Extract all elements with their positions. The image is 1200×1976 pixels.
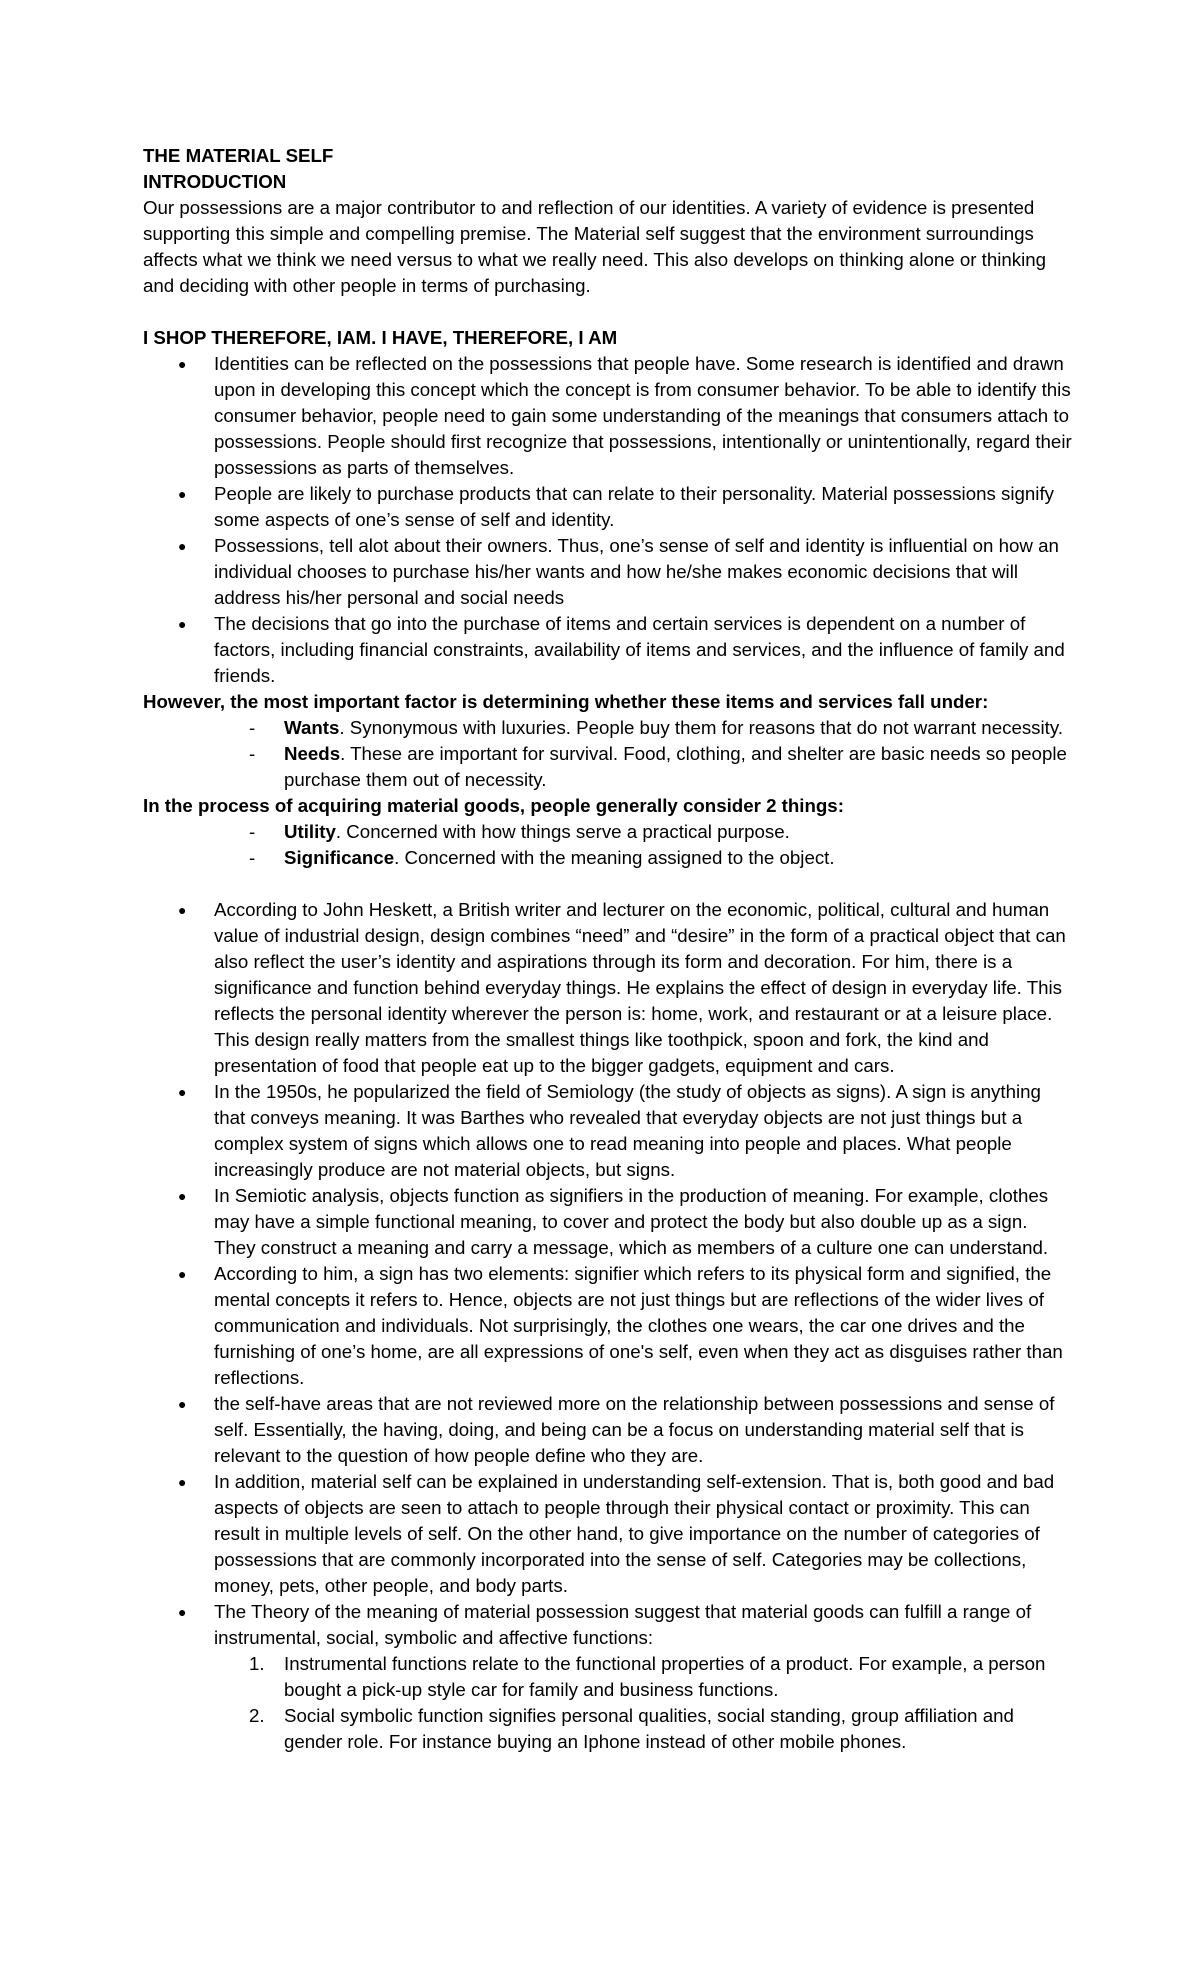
bullet-marker: ● [178,486,187,502]
list-item-text: Identities can be reflected on the possessions that people have. Some research is identified and drawn upon in developing this concept which the concept is from consumer behavior. To be able to identify this consumer behavior, people need to gain some understanding of the meanings that consumers attach to possessions. People should first recognize that possessions, intentionally or unintentionally, regard their possessions as parts of themselves. [214,353,1072,478]
bullet-list-2 [143,897,1073,1651]
dash-marker: - [249,847,256,868]
bullet-marker: ● [178,1604,187,1620]
list-item [143,897,1073,1079]
factor-list [143,715,1073,793]
list-item-text: People are likely to purchase products that can relate to their personality. Material possessions signify some aspects of one’s sense of self and identity. [214,483,1054,530]
list-item [143,611,1073,689]
term-definition: . These are important for survival. Food, clothing, and shelter are basic needs so people purchase them out of necessity. [284,743,1067,790]
bullet-list-1 [143,351,1073,689]
dash-marker: - [249,717,256,738]
list-item-text: the self-have areas that are not reviewed more on the relationship between possessions and sense of self. Essentially, the having, doing, and being can be a focus on understanding material self that is relevant to the question of how people define who they are. [214,1393,1055,1466]
list-item [143,1703,1073,1755]
term-definition: . Concerned with the meaning assigned to the object. [394,847,835,868]
list-item [143,481,1073,533]
list-item [143,1469,1073,1599]
bullet-marker: ● [178,1474,187,1490]
bullet-marker: ● [178,1266,187,1282]
process-heading: In the process of acquiring material goods, people generally consider 2 things: [143,795,844,816]
list-item-text: In addition, material self can be explained in understanding self-extension. That is, both good and bad aspects of objects are seen to attach to people through their physical contact or proximity. This can result in multiple levels of self. On the other hand, to give importance on the number of categories of possessions that are commonly incorporated into the sense of self. Categories may be collections, money, pets, other people, and body parts. [214,1471,1055,1596]
document-content [143,143,1073,1755]
bullet-marker: ● [178,1188,187,1204]
factor-heading: However, the most important factor is determining whether these items and services fall under: [143,691,989,712]
list-item [143,1651,1073,1703]
term: Wants [284,717,340,738]
list-item-text: According to John Heskett, a British writer and lecturer on the economic, political, cultural and human value of industrial design, design combines “need” and “desire” in the form of a practical object that can also reflect the user’s identity and aspirations through its form and decoration. For him, there is a significance and function behind everyday things. He explains the effect of design in everyday life. This reflects the personal identity wherever the person is: home, work, and restaurant or at a leisure place. This design really matters from the smallest things like toothpick, spoon and fork, the kind and presentation of food that people eat up to the bigger gadgets, equipment and cars. [214,899,1066,1076]
bullet-marker: ● [178,616,187,632]
list-item [143,1079,1073,1183]
term-definition: . Concerned with how things serve a practical purpose. [335,821,790,842]
term: Needs [284,743,341,764]
bullet-marker: ● [178,1396,187,1412]
bullet-marker: ● [178,902,187,918]
dash-marker: - [249,743,256,764]
number-marker: 1. [249,1653,265,1674]
list-item [143,1391,1073,1469]
list-item [143,741,1073,793]
list-item-text: In the 1950s, he popularized the field of Semiology (the study of objects as signs). A sign is anything that conveys meaning. It was Barthes who revealed that everyday objects are not just things but a complex system of signs which allows one to read meaning into people and places. What people increasingly produce are not material objects, but signs. [214,1081,1041,1180]
list-item-text: In Semiotic analysis, objects function as signifiers in the production of meaning. For example, clothes may have a simple functional meaning, to cover and protect the body but also double up as a sign. They construct a meaning and carry a message, which as members of a culture one can understand. [214,1185,1049,1258]
bullet-marker: ● [178,538,187,554]
document-title: THE MATERIAL SELF [143,145,334,166]
intro-heading: INTRODUCTION [143,171,287,192]
numbered-list [143,1651,1073,1755]
list-item [143,351,1073,481]
section-heading: I SHOP THEREFORE, IAM. I HAVE, THEREFORE, I AM [143,327,618,348]
number-marker: 2. [249,1705,265,1726]
list-item [143,845,1073,871]
list-item-text: Possessions, tell alot about their owners. Thus, one’s sense of self and identity is influential on how an individual chooses to purchase his/her wants and how he/she makes economic decisions that will address his/her personal and social needs [214,535,1059,608]
list-item-text: Social symbolic function signifies personal qualities, social standing, group affiliation and gender role. For instance buying an Iphone instead of other mobile phones. [284,1705,1014,1752]
spacer [143,299,1073,325]
list-item [143,715,1073,741]
bullet-marker: ● [178,1084,187,1100]
list-item [143,1183,1073,1261]
term-definition: . Synonymous with luxuries. People buy them for reasons that do not warrant necessity. [339,717,1064,738]
list-item-text: Instrumental functions relate to the functional properties of a product. For example, a person bought a pick-up style car for family and business functions. [284,1653,1046,1700]
list-item-text: The Theory of the meaning of material possession suggest that material goods can fulfill a range of instrumental, social, symbolic and affective functions: [214,1601,1032,1648]
list-item [143,1261,1073,1391]
term: Utility [284,821,336,842]
spacer [143,871,1073,897]
list-item [143,533,1073,611]
dash-marker: - [249,821,256,842]
list-item [143,819,1073,845]
list-item [143,1599,1073,1651]
list-item-text: The decisions that go into the purchase of items and certain services is dependent on a number of factors, including financial constraints, availability of items and services, and the influence of family and friends. [214,613,1065,686]
term: Significance [284,847,395,868]
intro-paragraph: Our possessions are a major contributor to and reflection of our identities. A variety of evidence is presented supporting this simple and compelling premise. The Material self suggest that the environment surroundings affects what we think we need versus to what we really need. This also develops on thinking alone or thinking and deciding with other people in terms of purchasing. [143,197,1047,296]
bullet-marker: ● [178,356,187,372]
process-list [143,819,1073,871]
list-item-text: According to him, a sign has two elements: signifier which refers to its physical form and signified, the mental concepts it refers to. Hence, objects are not just things but are reflections of the wider lives of communication and individuals. Not surprisingly, the clothes one wears, the car one drives and the furnishing of one’s home, are all expressions of one's self, even when they act as disguises rather than reflections. [214,1263,1063,1388]
